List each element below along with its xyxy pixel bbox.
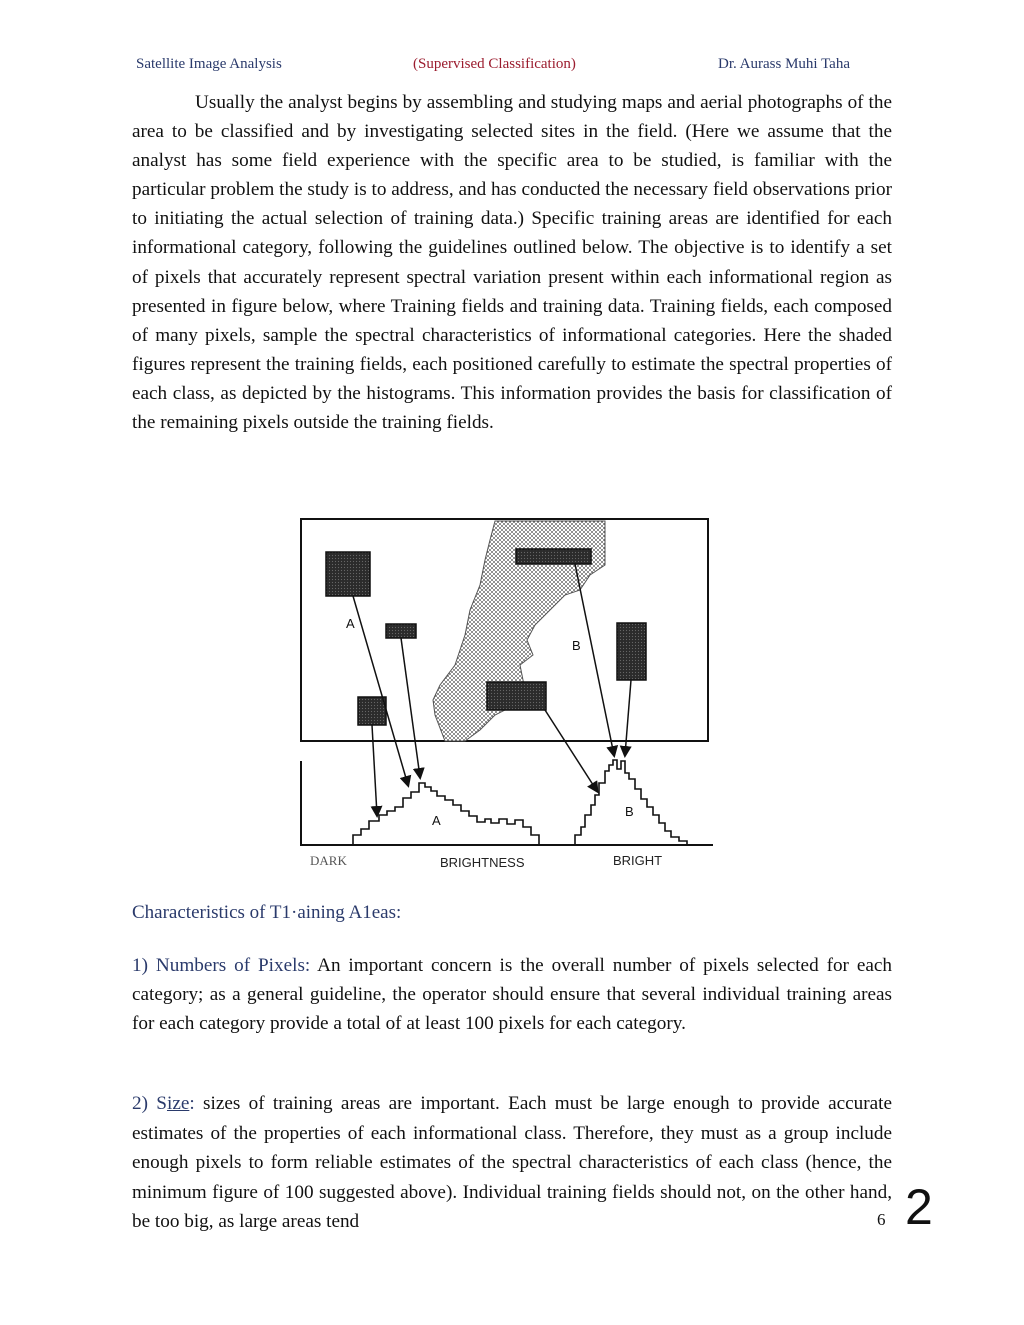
axis-label-brightness: BRIGHTNESS	[440, 855, 525, 870]
footer-small-number: 6	[877, 1210, 886, 1229]
training-field-b1	[516, 549, 591, 564]
item-2-text: sizes of training areas are important. Each must be large enough to provide accurate estimates of the properties of each informational class. Therefore, they must as a group include enough pixels to form reliable estimates of the spectral characteristics of each class (hence, the minimum figure of 100 suggested above). Individual training fields should not, on the other hand, be too big, as large areas tend	[132, 1093, 893, 1233]
histogram-b	[575, 760, 687, 844]
label-b-top: B	[572, 638, 581, 653]
histogram-axis	[301, 761, 713, 845]
item-2-lead-underlined: ize	[166, 1093, 190, 1114]
axis-label-dark: DARK	[310, 853, 347, 868]
item-1-lead: 1) Numbers of Pixels:	[132, 955, 311, 976]
intro-paragraph: Usually the analyst begins by assembling and studying maps and aerial photographs of the area to be classified and by investigating selected sites in the field. (Here we assume that the analyst has some field experience with the specific area to be studied, is familiar with the particular problem the study is to address, and has conducted the necessary field observations prior to initiating the actual selection of training data.) Specific training areas are identified for each informational category, following the guidelines outlined below. The objective is to identify a set of pixels that accurately represent spectral variation present within each informational region as presented in figure below, where Training fields and training data. Training fields, each composed of many pixels, sample the spectral characteristics of informational categories. Here the shaded figures represent the training fields, each positioned carefully to estimate the spectral properties of each class, as depicted by the histograms. This information provides the basis for classification of the remaining pixels outside the training fields.	[132, 92, 892, 434]
item-2-lead-prefix: 2) S	[132, 1093, 167, 1114]
item-2-lead-suffix: :	[189, 1093, 195, 1114]
histogram-a	[353, 783, 539, 844]
item-1-text: An important concern is the overall number of pixels selected for each category; as a general guideline, the operator should ensure that several individual training areas for each category provide a total of at least 100 pixels for each category.	[132, 955, 892, 1035]
header-center: (Supervised Classification)	[413, 56, 576, 72]
training-field-b3	[617, 623, 646, 680]
label-a-top: A	[346, 616, 355, 631]
header-left: Satellite Image Analysis	[136, 56, 282, 72]
training-field-a1	[326, 552, 370, 596]
item-1-paragraph	[132, 951, 892, 1038]
page-number: 2	[905, 1179, 933, 1235]
label-a-hist: A	[432, 813, 441, 828]
section-heading: Characteristics of T1·aining A1eas:	[132, 902, 402, 923]
training-field-b2	[487, 682, 546, 710]
header-right: Dr. Aurass Muhi Taha	[718, 56, 850, 72]
item-2-paragraph	[132, 1089, 892, 1237]
training-fields-figure	[295, 515, 715, 850]
training-field-a3	[358, 697, 386, 725]
training-field-a2	[386, 624, 416, 638]
axis-label-bright: BRIGHT	[613, 853, 663, 868]
label-b-hist: B	[625, 804, 634, 819]
